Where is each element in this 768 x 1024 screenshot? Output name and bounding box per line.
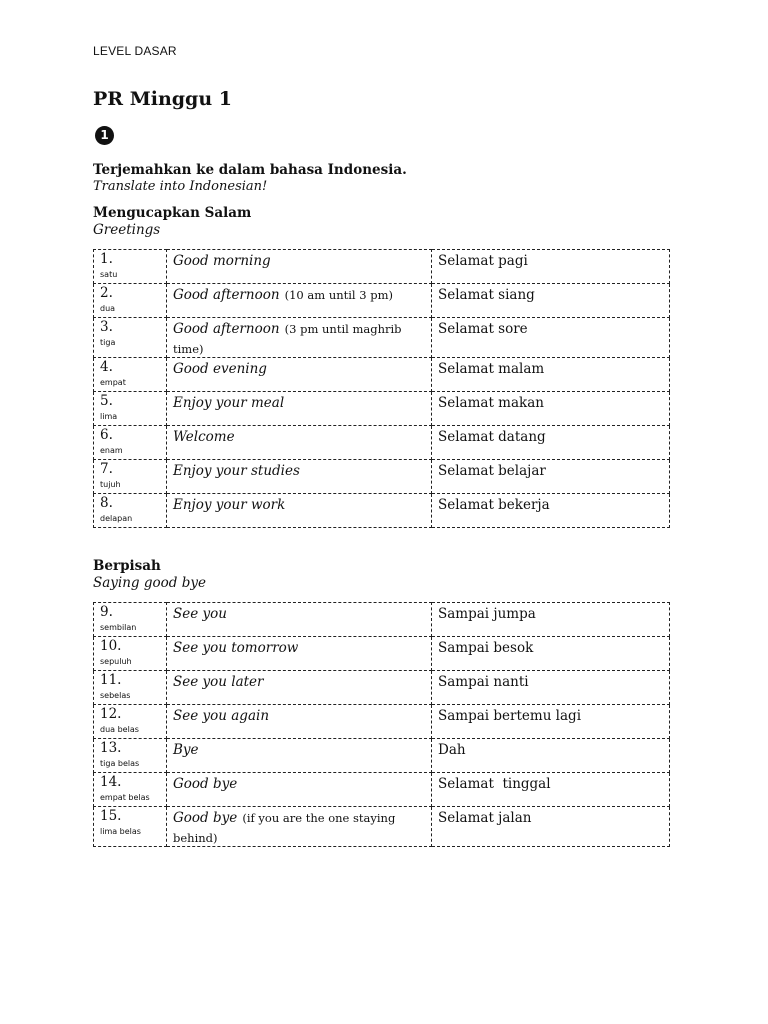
number-cell bbox=[94, 392, 167, 426]
english-phrase: Good afternoon bbox=[173, 321, 280, 337]
english-cell bbox=[167, 318, 432, 358]
row-number: 6. bbox=[100, 427, 113, 443]
english-cell bbox=[167, 426, 432, 460]
time-note: (if you are the one staying behind) bbox=[173, 811, 396, 845]
indonesian-phrase: Dah bbox=[438, 742, 466, 758]
number-word: tiga bbox=[100, 338, 116, 347]
row-number: 14. bbox=[100, 774, 122, 790]
row-number: 10. bbox=[100, 638, 122, 654]
english-cell bbox=[167, 807, 432, 847]
english-phrase: Welcome bbox=[173, 429, 235, 445]
number-cell bbox=[94, 773, 167, 807]
english-phrase: See you again bbox=[173, 708, 270, 724]
number-word: lima bbox=[100, 412, 118, 421]
english-phrase: See you tomorrow bbox=[173, 640, 299, 656]
number-cell bbox=[94, 637, 167, 671]
english-cell bbox=[167, 773, 432, 807]
table-row bbox=[94, 603, 670, 637]
time-note: (3 pm until maghrib time) bbox=[173, 322, 402, 356]
indonesian-phrase: Selamat bekerja bbox=[438, 497, 550, 513]
table-row bbox=[94, 426, 670, 460]
table-row bbox=[94, 318, 670, 358]
english-cell bbox=[167, 671, 432, 705]
indonesian-phrase: Selamat makan bbox=[438, 395, 544, 411]
number-cell bbox=[94, 318, 167, 358]
english-cell bbox=[167, 460, 432, 494]
row-number: 9. bbox=[100, 604, 113, 620]
number-word: sebelas bbox=[100, 691, 131, 700]
table-row bbox=[94, 705, 670, 739]
english-phrase: Bye bbox=[173, 742, 199, 758]
english-phrase: Good bye bbox=[173, 776, 238, 792]
indonesian-phrase: Sampai besok bbox=[438, 640, 534, 656]
indonesian-cell bbox=[432, 426, 670, 460]
table-row bbox=[94, 284, 670, 318]
indonesian-cell bbox=[432, 773, 670, 807]
english-cell bbox=[167, 739, 432, 773]
section-subtitle-greetings: Greetings bbox=[93, 222, 161, 238]
indonesian-phrase: Sampai jumpa bbox=[438, 606, 536, 622]
table-row bbox=[94, 494, 670, 528]
indonesian-cell bbox=[432, 358, 670, 392]
number-cell bbox=[94, 494, 167, 528]
indonesian-cell bbox=[432, 494, 670, 528]
number-word: sembilan bbox=[100, 623, 137, 632]
table-row bbox=[94, 807, 670, 847]
english-phrase: Good evening bbox=[173, 361, 267, 377]
instruction-english: Translate into Indonesian! bbox=[93, 179, 268, 194]
row-number: 13. bbox=[100, 740, 122, 756]
page-title: PR Minggu 1 bbox=[93, 88, 232, 110]
indonesian-phrase: Selamat sore bbox=[438, 321, 528, 337]
row-number: 3. bbox=[100, 319, 113, 335]
section-title-goodbye: Berpisah bbox=[93, 558, 161, 574]
indonesian-cell bbox=[432, 671, 670, 705]
indonesian-phrase: Selamat tinggal bbox=[438, 776, 551, 792]
row-number: 15. bbox=[100, 808, 122, 824]
english-cell bbox=[167, 637, 432, 671]
row-number: 5. bbox=[100, 393, 113, 409]
number-word: empat belas bbox=[100, 793, 150, 802]
indonesian-cell bbox=[432, 807, 670, 847]
section-title-greetings: Mengucapkan Salam bbox=[93, 205, 252, 221]
number-cell bbox=[94, 460, 167, 494]
number-word: enam bbox=[100, 446, 123, 455]
number-cell bbox=[94, 807, 167, 847]
english-phrase: Enjoy your work bbox=[173, 497, 286, 513]
number-cell bbox=[94, 358, 167, 392]
indonesian-phrase: Selamat datang bbox=[438, 429, 546, 445]
number-word: delapan bbox=[100, 514, 133, 523]
indonesian-cell bbox=[432, 284, 670, 318]
english-cell bbox=[167, 250, 432, 284]
indonesian-cell bbox=[432, 739, 670, 773]
indonesian-phrase: Selamat siang bbox=[438, 287, 535, 303]
row-number: 12. bbox=[100, 706, 122, 722]
english-cell bbox=[167, 392, 432, 426]
english-phrase: Enjoy your studies bbox=[173, 463, 300, 479]
english-phrase: Good morning bbox=[173, 253, 271, 269]
row-number: 7. bbox=[100, 461, 113, 477]
english-phrase: Good bye bbox=[173, 810, 238, 826]
indonesian-phrase: Selamat malam bbox=[438, 361, 545, 377]
table-row bbox=[94, 739, 670, 773]
time-note: (10 am until 3 pm) bbox=[284, 288, 393, 302]
row-number: 11. bbox=[100, 672, 122, 688]
number-word: tujuh bbox=[100, 480, 121, 489]
indonesian-phrase: Sampai bertemu lagi bbox=[438, 708, 582, 724]
indonesian-phrase: Sampai nanti bbox=[438, 674, 529, 690]
number-cell bbox=[94, 284, 167, 318]
english-phrase: See you later bbox=[173, 674, 264, 690]
instruction-indonesian: Terjemahkan ke dalam bahasa Indonesia. bbox=[93, 162, 407, 178]
greetings-table bbox=[93, 249, 670, 528]
indonesian-phrase: Selamat belajar bbox=[438, 463, 546, 479]
exercise-number-badge: 1 bbox=[95, 126, 114, 145]
indonesian-phrase: Selamat pagi bbox=[438, 253, 528, 269]
table-row bbox=[94, 773, 670, 807]
indonesian-cell bbox=[432, 460, 670, 494]
english-phrase: See you bbox=[173, 606, 227, 622]
table-row bbox=[94, 637, 670, 671]
indonesian-cell bbox=[432, 637, 670, 671]
number-word: dua bbox=[100, 304, 116, 313]
number-cell bbox=[94, 603, 167, 637]
table-row bbox=[94, 671, 670, 705]
indonesian-cell bbox=[432, 318, 670, 358]
indonesian-cell bbox=[432, 705, 670, 739]
row-number: 1. bbox=[100, 251, 113, 267]
section-subtitle-goodbye: Saying good bye bbox=[93, 575, 206, 591]
row-number: 2. bbox=[100, 285, 113, 301]
english-phrase: Good afternoon bbox=[173, 287, 280, 303]
number-cell bbox=[94, 705, 167, 739]
goodbye-table bbox=[93, 602, 670, 847]
english-phrase: Enjoy your meal bbox=[173, 395, 285, 411]
english-cell bbox=[167, 705, 432, 739]
table-row bbox=[94, 392, 670, 426]
indonesian-cell bbox=[432, 603, 670, 637]
level-label: LEVEL DASAR bbox=[93, 44, 177, 58]
indonesian-phrase: Selamat jalan bbox=[438, 810, 532, 826]
number-word: satu bbox=[100, 270, 118, 279]
english-cell bbox=[167, 603, 432, 637]
english-cell bbox=[167, 284, 432, 318]
row-number: 4. bbox=[100, 359, 113, 375]
number-word: empat bbox=[100, 378, 126, 387]
table-row bbox=[94, 250, 670, 284]
number-cell bbox=[94, 671, 167, 705]
number-cell bbox=[94, 426, 167, 460]
table-row bbox=[94, 460, 670, 494]
row-number: 8. bbox=[100, 495, 113, 511]
english-cell bbox=[167, 494, 432, 528]
number-cell bbox=[94, 739, 167, 773]
indonesian-cell bbox=[432, 392, 670, 426]
number-word: tiga belas bbox=[100, 759, 140, 768]
indonesian-cell bbox=[432, 250, 670, 284]
number-word: lima belas bbox=[100, 827, 141, 836]
number-word: sepuluh bbox=[100, 657, 132, 666]
number-word: dua belas bbox=[100, 725, 139, 734]
table-row bbox=[94, 358, 670, 392]
number-cell bbox=[94, 250, 167, 284]
english-cell bbox=[167, 358, 432, 392]
